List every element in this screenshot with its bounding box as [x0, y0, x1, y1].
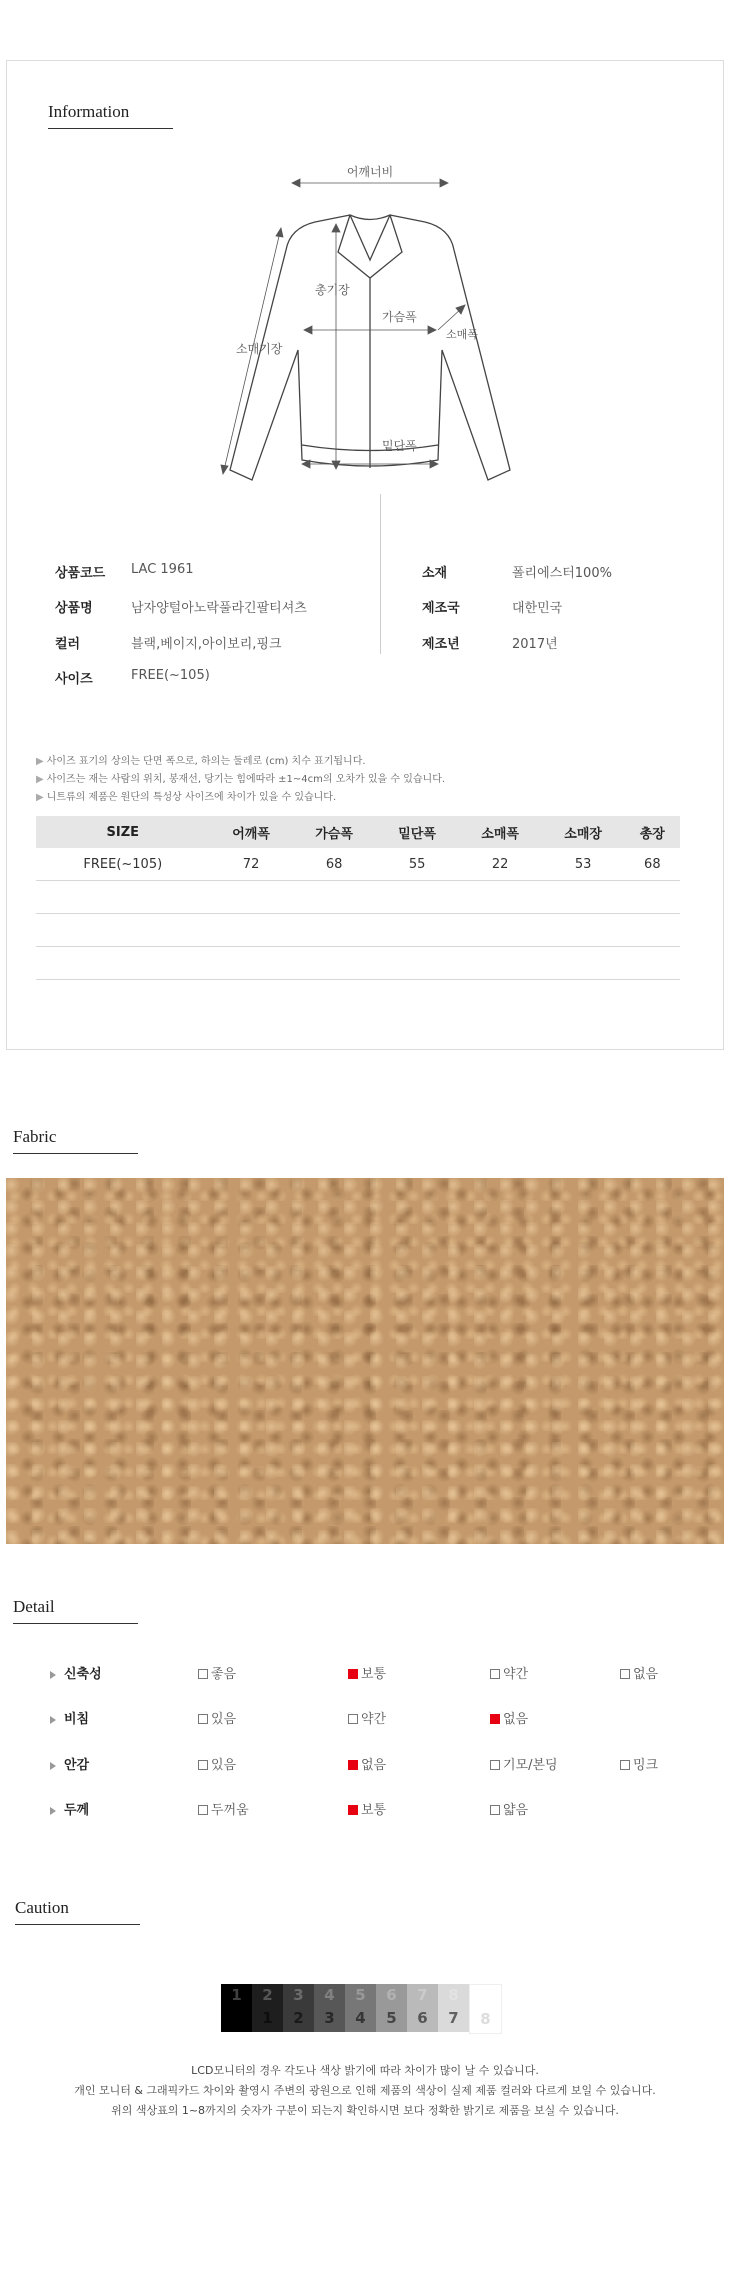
detail-option-text: 보통 — [361, 1803, 387, 1818]
detail-option-text: 좋음 — [211, 1667, 237, 1682]
note-arrow-icon: ▶ — [36, 774, 44, 785]
detail-option-text: 있음 — [211, 1758, 237, 1773]
spec-divider — [380, 494, 381, 654]
detail-option — [490, 1708, 528, 1727]
size-table-header: 소매장 — [542, 816, 625, 848]
brightness-swatch — [438, 1984, 469, 2032]
detail-option-text: 약간 — [361, 1712, 387, 1727]
detail-row-label-text: 비침 — [64, 1712, 90, 1727]
unchecked-box-icon — [198, 1669, 208, 1679]
swatch-number-top: 7 — [417, 1986, 428, 2004]
spec-label: 소재 — [422, 566, 448, 581]
brightness-swatch-strip — [221, 1984, 502, 2032]
brightness-swatch — [407, 1984, 438, 2032]
detail-row-label — [50, 1754, 89, 1773]
sleeve-length-label: 소매기장 — [236, 342, 283, 356]
detail-option-text: 보통 — [361, 1667, 387, 1682]
sleeve-width-label: 소매폭 — [446, 328, 478, 341]
fabric-texture-image — [6, 1178, 724, 1544]
detail-option — [490, 1799, 528, 1818]
detail-row-label — [50, 1799, 89, 1818]
unchecked-box-icon — [620, 1669, 630, 1679]
detail-option-text: 있음 — [211, 1712, 237, 1727]
swatch-number-top: 4 — [324, 1986, 335, 2004]
detail-option — [198, 1799, 249, 1818]
size-table-row — [36, 848, 680, 881]
spec-label: 상품명 — [55, 601, 93, 616]
unchecked-box-icon — [198, 1760, 208, 1770]
total-length-arrow-top-head — [332, 224, 340, 232]
size-table-cell: 55 — [376, 848, 459, 881]
triangle-bullet-icon — [50, 1671, 56, 1679]
triangle-bullet-icon — [50, 1807, 56, 1815]
detail-option — [348, 1708, 386, 1727]
detail-option-text: 약간 — [503, 1667, 529, 1682]
size-note — [36, 752, 366, 767]
swatch-number-bottom: 1 — [262, 2009, 273, 2027]
size-table-header: 밑단폭 — [376, 816, 459, 848]
shoulder-label: 어깨너비 — [346, 165, 394, 179]
caution-title: Caution — [15, 1898, 140, 1925]
size-table-cell: 72 — [210, 848, 293, 881]
detail-option-text: 없음 — [633, 1667, 659, 1682]
detail-row-label-text: 안감 — [64, 1758, 90, 1773]
size-table-cell: 68 — [625, 848, 680, 881]
detail-option — [620, 1663, 658, 1682]
size-table-header-row — [36, 816, 680, 848]
fabric-title: Fabric — [13, 1127, 138, 1154]
size-table-cell: 53 — [542, 848, 625, 881]
size-table-header: 어깨폭 — [210, 816, 293, 848]
checked-box-icon — [348, 1805, 358, 1815]
unchecked-box-icon — [490, 1760, 500, 1770]
size-table-row — [36, 947, 680, 980]
size-note-text: 니트류의 제품은 원단의 특성상 사이즈에 차이가 있을 수 있습니다. — [46, 792, 337, 803]
size-table-header: 총장 — [625, 816, 680, 848]
spec-label: 컬러 — [55, 637, 81, 652]
information-title: Information — [48, 102, 173, 129]
note-arrow-icon: ▶ — [36, 756, 44, 767]
detail-title: Detail — [13, 1597, 138, 1624]
size-table-header: 가슴폭 — [293, 816, 376, 848]
swatch-number-top: 8 — [448, 1986, 459, 2004]
brightness-swatch — [221, 1984, 252, 2032]
swatch-number-bottom: 5 — [386, 2009, 397, 2027]
spec-label: 상품코드 — [55, 566, 106, 581]
swatch-number-top: 2 — [262, 1986, 273, 2004]
checked-box-icon — [490, 1714, 500, 1724]
detail-row-label — [50, 1663, 102, 1682]
size-table-cell: 22 — [459, 848, 542, 881]
swatch-number-bottom: 7 — [448, 2009, 459, 2027]
swatch-number-top: 6 — [386, 1986, 397, 2004]
detail-option — [490, 1663, 528, 1682]
size-table-empty-cell — [36, 881, 680, 914]
brightness-swatch — [345, 1984, 376, 2032]
detail-option-text: 두꺼움 — [211, 1803, 249, 1818]
size-table-cell: 68 — [293, 848, 376, 881]
triangle-bullet-icon — [50, 1762, 56, 1770]
size-note — [36, 770, 445, 785]
detail-option — [620, 1754, 658, 1773]
unchecked-box-icon — [490, 1805, 500, 1815]
detail-row-label — [50, 1708, 89, 1727]
triangle-bullet-icon — [50, 1716, 56, 1724]
detail-option — [198, 1708, 236, 1727]
size-table-empty-cell — [36, 947, 680, 980]
spec-value: LAC 1961 — [131, 562, 194, 577]
jacket-collar-outline — [338, 215, 402, 278]
unchecked-box-icon — [620, 1760, 630, 1770]
brightness-swatch — [314, 1984, 345, 2032]
size-note — [36, 788, 336, 803]
size-table-empty-cell — [36, 914, 680, 947]
caution-text: 개인 모니터 & 그래픽카드 차이와 촬영시 주변의 광원으로 인해 제품의 색상이 실제 제품 컬러와 다르게 보일 수 있습니다. — [74, 2084, 656, 2097]
chest-arrow-right-head — [428, 326, 436, 334]
detail-option — [348, 1663, 386, 1682]
detail-row — [50, 1799, 690, 1819]
brightness-swatch — [376, 1984, 407, 2032]
note-arrow-icon: ▶ — [36, 792, 44, 803]
detail-row — [50, 1708, 690, 1728]
jacket-collar-fold — [350, 215, 390, 260]
sleeve-length-arrow-top-head — [276, 228, 283, 237]
checked-box-icon — [348, 1760, 358, 1770]
shoulder-arrow-left-head — [292, 179, 300, 187]
size-table-header: 소매폭 — [459, 816, 542, 848]
unchecked-box-icon — [490, 1669, 500, 1679]
size-table — [36, 816, 680, 980]
size-table-row — [36, 914, 680, 947]
spec-label: 사이즈 — [55, 672, 93, 687]
detail-option-text: 얇음 — [503, 1803, 529, 1818]
spec-value: 블랙,베이지,아이보리,핑크 — [131, 637, 282, 652]
spec-label: 제조국 — [422, 601, 460, 616]
garment-size-diagram — [210, 100, 520, 490]
detail-option — [198, 1754, 236, 1773]
swatch-number-bottom: 3 — [324, 2009, 335, 2027]
size-note-text: 사이즈 표기의 상의는 단면 폭으로, 하의는 둘레로 (cm) 치수 표기됩니다. — [46, 756, 366, 767]
unchecked-box-icon — [198, 1714, 208, 1724]
detail-option — [348, 1799, 386, 1818]
detail-row — [50, 1663, 690, 1683]
detail-option — [348, 1754, 386, 1773]
spec-value: FREE(~105) — [131, 668, 210, 683]
checked-box-icon — [348, 1669, 358, 1679]
swatch-number-bottom: 8 — [480, 2010, 491, 2028]
total-length-label: 총기장 — [315, 283, 350, 297]
detail-row-label-text: 두께 — [64, 1803, 90, 1818]
detail-row — [50, 1754, 690, 1774]
unchecked-box-icon — [348, 1714, 358, 1724]
unchecked-box-icon — [198, 1805, 208, 1815]
brightness-swatch — [469, 1984, 502, 2034]
detail-option-text: 밍크 — [633, 1758, 659, 1773]
size-table-header: SIZE — [36, 816, 210, 848]
detail-option-text: 없음 — [503, 1712, 529, 1727]
brightness-swatch — [283, 1984, 314, 2032]
swatch-number-bottom: 6 — [417, 2009, 428, 2027]
sleeve-length-arrow-bottom-head — [221, 465, 228, 474]
detail-option-text: 없음 — [361, 1758, 387, 1773]
detail-option — [490, 1754, 558, 1773]
spec-label: 제조년 — [422, 637, 460, 652]
spec-value: 남자양털아노락풀라긴팔티셔츠 — [131, 601, 307, 616]
size-table-cell: FREE(~105) — [36, 848, 210, 881]
detail-option — [198, 1663, 236, 1682]
swatch-number-bottom: 2 — [293, 2009, 304, 2027]
spec-value: 폴리에스터100% — [512, 566, 612, 581]
swatch-number-top: 5 — [355, 1986, 366, 2004]
spec-value: 2017년 — [512, 637, 558, 652]
swatch-number-top: 3 — [293, 1986, 304, 2004]
chest-label: 가슴폭 — [382, 310, 417, 324]
brightness-swatch — [252, 1984, 283, 2032]
chest-arrow-left-head — [304, 326, 312, 334]
size-table-row — [36, 881, 680, 914]
caution-text: LCD모니터의 경우 각도나 색상 밝기에 따라 차이가 많이 날 수 있습니다. — [191, 2064, 539, 2077]
hem-label: 밑단폭 — [382, 439, 417, 453]
spec-value: 대한민국 — [512, 601, 563, 616]
detail-option-text: 기모/본딩 — [503, 1758, 558, 1773]
swatch-number-top: 1 — [231, 1986, 242, 2004]
shoulder-arrow-right-head — [440, 179, 448, 187]
caution-text: 위의 색상표의 1~8까지의 숫자가 구분이 되는지 확인하시면 보다 정확한 밝기로 제품을 보실 수 있습니다. — [111, 2104, 619, 2117]
swatch-number-bottom: 4 — [355, 2009, 366, 2027]
detail-row-label-text: 신축성 — [64, 1667, 102, 1682]
size-note-text: 사이즈는 재는 사람의 위치, 봉재선, 당기는 힘에따라 ±1~4cm의 오차가 있을 수 있습니다. — [46, 774, 446, 785]
